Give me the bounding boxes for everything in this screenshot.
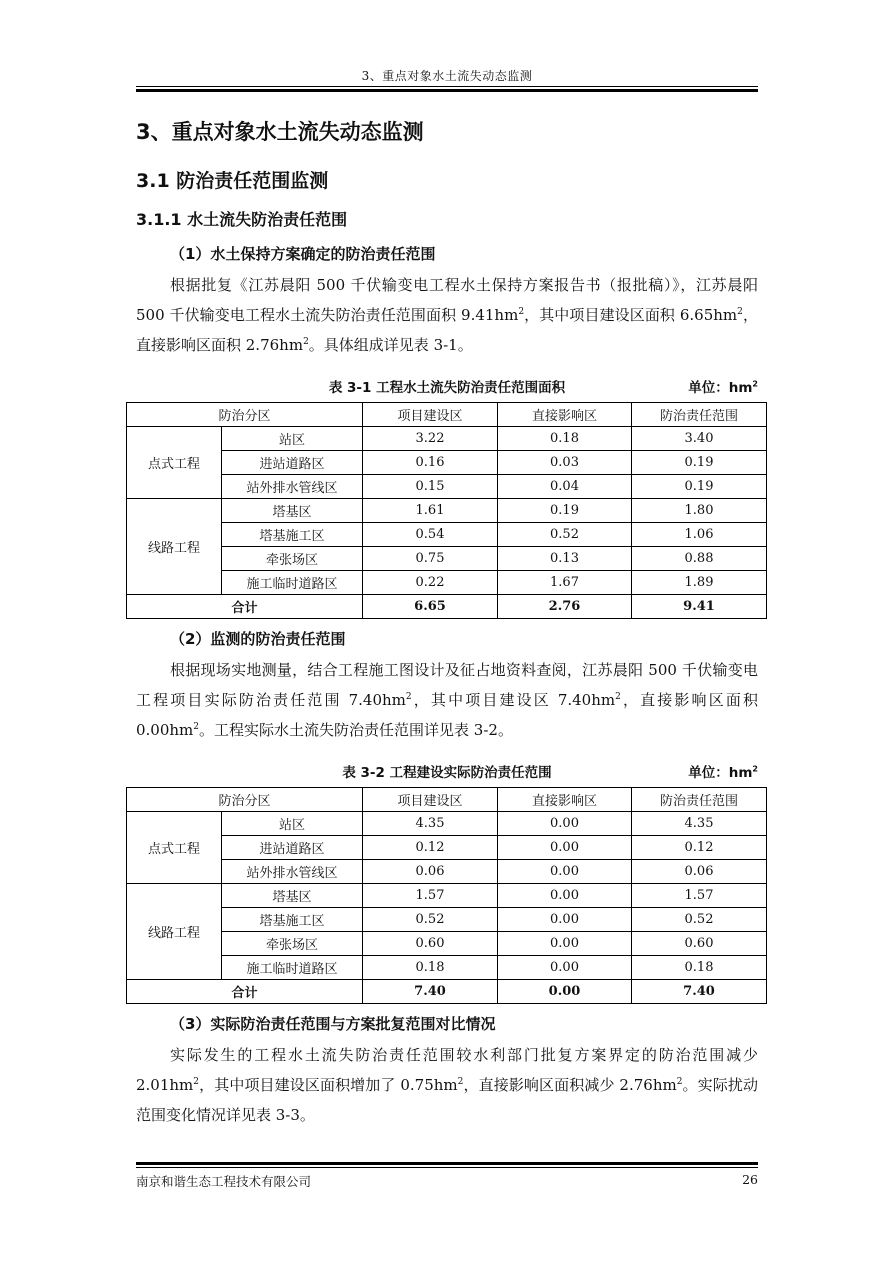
p1-sup-b: 2 bbox=[737, 307, 743, 317]
value-cell: 0.60 bbox=[632, 932, 767, 956]
item-heading-3: （3）实际防治责任范围与方案批复范围对比情况 bbox=[170, 1015, 496, 1033]
p2-text-c: ，直接影响区面积 0.00hm bbox=[136, 691, 758, 739]
header-rule-thin bbox=[136, 86, 758, 87]
table-total-row bbox=[127, 980, 767, 1004]
total-label-cell: 合计 bbox=[127, 980, 363, 1004]
value-cell: 0.04 bbox=[498, 475, 632, 499]
table-row bbox=[127, 571, 767, 595]
zone-cell: 站外排水管线区 bbox=[222, 860, 363, 884]
table-2-unit-sup: 2 bbox=[752, 764, 758, 774]
p3-text-d: 。实际扰动范围变化情况详见表 3-3。 bbox=[136, 1076, 758, 1124]
table-1-unit-sup: 2 bbox=[752, 379, 758, 389]
group-cell: 点式工程 bbox=[127, 427, 222, 499]
value-cell: 0.22 bbox=[363, 571, 498, 595]
p2-sup-c: 2 bbox=[193, 722, 200, 732]
paragraph-3 bbox=[136, 1040, 758, 1130]
zone-cell: 牵张场区 bbox=[222, 932, 363, 956]
value-cell: 0.00 bbox=[498, 884, 632, 908]
value-cell: 0.00 bbox=[498, 812, 632, 836]
value-cell: 0.00 bbox=[498, 860, 632, 884]
total-cell: 0.00 bbox=[498, 980, 632, 1004]
table-header-cell: 直接影响区 bbox=[498, 403, 632, 427]
table-header-cell: 项目建设区 bbox=[363, 788, 498, 812]
p1-text-a: 根据批复《江苏晨阳 500 千伏输变电工程水土保持方案报告书（报批稿）》，江苏晨阳 500 千伏输变电工程水土流失防治责任范围面积 9.41hm bbox=[136, 276, 758, 324]
footer-company: 南京和谐生态工程技术有限公司 bbox=[136, 1174, 312, 1189]
value-cell: 1.57 bbox=[363, 884, 498, 908]
table-header-cell: 防治分区 bbox=[127, 788, 363, 812]
footer-rule-thin bbox=[136, 1167, 758, 1168]
table-row bbox=[127, 884, 767, 908]
table-2-header-row bbox=[127, 788, 767, 812]
paragraph-1 bbox=[136, 270, 758, 360]
table-row bbox=[127, 499, 767, 523]
total-cell: 2.76 bbox=[498, 595, 632, 619]
value-cell: 0.75 bbox=[363, 547, 498, 571]
value-cell: 0.18 bbox=[363, 956, 498, 980]
value-cell: 0.52 bbox=[632, 908, 767, 932]
value-cell: 0.00 bbox=[498, 836, 632, 860]
group-cell: 线路工程 bbox=[127, 499, 222, 595]
group-cell: 线路工程 bbox=[127, 884, 222, 980]
table-1-header-row bbox=[127, 403, 767, 427]
running-header: 3、重点对象水土流失动态监测 bbox=[361, 69, 533, 83]
table-header-cell: 防治责任范围 bbox=[632, 403, 767, 427]
item-heading-1: （1）水土保持方案确定的防治责任范围 bbox=[170, 245, 436, 263]
section-heading: 3.1 防治责任范围监测 bbox=[136, 170, 329, 192]
value-cell: 0.52 bbox=[363, 908, 498, 932]
value-cell: 0.00 bbox=[498, 908, 632, 932]
page-number: 26 bbox=[742, 1172, 758, 1187]
table-row bbox=[127, 451, 767, 475]
p1-sup-c: 2 bbox=[303, 337, 309, 347]
value-cell: 3.40 bbox=[632, 427, 767, 451]
p3-text-c: ，直接影响区面积减少 2.76hm bbox=[463, 1076, 677, 1094]
zone-cell: 站区 bbox=[222, 427, 363, 451]
value-cell: 3.22 bbox=[363, 427, 498, 451]
total-cell: 7.40 bbox=[363, 980, 498, 1004]
value-cell: 4.35 bbox=[363, 812, 498, 836]
p3-text-b: ，其中项目建设区面积增加了 0.75hm bbox=[199, 1076, 458, 1094]
group-cell: 点式工程 bbox=[127, 812, 222, 884]
value-cell: 1.89 bbox=[632, 571, 767, 595]
total-cell: 6.65 bbox=[363, 595, 498, 619]
table-row bbox=[127, 812, 767, 836]
value-cell: 0.00 bbox=[498, 932, 632, 956]
value-cell: 0.12 bbox=[363, 836, 498, 860]
zone-cell: 塔基施工区 bbox=[222, 908, 363, 932]
table-2-unit-text: 单位：hm bbox=[688, 765, 753, 781]
table-header-cell: 防治责任范围 bbox=[632, 788, 767, 812]
table-2-caption-row bbox=[136, 761, 758, 781]
table-row bbox=[127, 523, 767, 547]
value-cell: 4.35 bbox=[632, 812, 767, 836]
value-cell: 0.15 bbox=[363, 475, 498, 499]
item-heading-2: （2）监测的防治责任范围 bbox=[170, 630, 346, 648]
table-1-caption: 表 3-1 工程水土流失防治责任范围面积 bbox=[328, 380, 566, 396]
p1-text-c: ，直接影响区面积 2.76hm bbox=[136, 306, 758, 354]
value-cell: 0.54 bbox=[363, 523, 498, 547]
value-cell: 0.00 bbox=[498, 956, 632, 980]
table-total-row bbox=[127, 595, 767, 619]
table-row bbox=[127, 932, 767, 956]
value-cell: 0.03 bbox=[498, 451, 632, 475]
value-cell: 1.61 bbox=[363, 499, 498, 523]
value-cell: 1.57 bbox=[632, 884, 767, 908]
p2-sup-a: 2 bbox=[405, 692, 412, 702]
p3-sup-a: 2 bbox=[193, 1077, 200, 1087]
table-header-cell: 防治分区 bbox=[127, 403, 363, 427]
footer-rule-thick bbox=[136, 1162, 758, 1165]
zone-cell: 施工临时道路区 bbox=[222, 571, 363, 595]
p1-text-d: 。具体组成详见表 3-1。 bbox=[308, 336, 473, 354]
table-row bbox=[127, 956, 767, 980]
value-cell: 0.18 bbox=[498, 427, 632, 451]
value-cell: 0.18 bbox=[632, 956, 767, 980]
p3-sup-c: 2 bbox=[676, 1077, 683, 1087]
p2-text-d: 。工程实际水土流失防治责任范围详见表 3-2。 bbox=[199, 721, 513, 739]
value-cell: 0.19 bbox=[498, 499, 632, 523]
value-cell: 0.06 bbox=[632, 860, 767, 884]
value-cell: 0.19 bbox=[632, 475, 767, 499]
value-cell: 0.06 bbox=[363, 860, 498, 884]
p2-text-a: 根据现场实地测量，结合工程施工图设计及征占地资料查阅，江苏晨阳 500 千伏输变电工程项目实际防治责任范围 7.40hm bbox=[136, 661, 758, 709]
value-cell: 1.67 bbox=[498, 571, 632, 595]
p2-sup-b: 2 bbox=[615, 692, 621, 702]
value-cell: 0.16 bbox=[363, 451, 498, 475]
table-header-cell: 直接影响区 bbox=[498, 788, 632, 812]
zone-cell: 塔基施工区 bbox=[222, 523, 363, 547]
value-cell: 1.06 bbox=[632, 523, 767, 547]
p3-text-a: 实际发生的工程水土流失防治责任范围较水利部门批复方案界定的防治范围减少 2.01hm bbox=[136, 1046, 758, 1094]
value-cell: 0.88 bbox=[632, 547, 767, 571]
table-1-unit bbox=[688, 376, 758, 396]
zone-cell: 站外排水管线区 bbox=[222, 475, 363, 499]
total-cell: 9.41 bbox=[632, 595, 767, 619]
value-cell: 0.52 bbox=[498, 523, 632, 547]
table-row bbox=[127, 547, 767, 571]
value-cell: 0.13 bbox=[498, 547, 632, 571]
zone-cell: 进站道路区 bbox=[222, 451, 363, 475]
subsection-heading: 3.1.1 水土流失防治责任范围 bbox=[136, 210, 348, 229]
p1-sup-a: 2 bbox=[518, 307, 525, 317]
p3-sup-b: 2 bbox=[457, 1077, 464, 1087]
table-header-cell: 项目建设区 bbox=[363, 403, 498, 427]
value-cell: 0.19 bbox=[632, 451, 767, 475]
table-1 bbox=[126, 402, 767, 619]
table-2-unit bbox=[688, 761, 758, 781]
zone-cell: 进站道路区 bbox=[222, 836, 363, 860]
table-row bbox=[127, 475, 767, 499]
chapter-heading: 3、重点对象水土流失动态监测 bbox=[136, 120, 424, 144]
value-cell: 0.12 bbox=[632, 836, 767, 860]
value-cell: 1.80 bbox=[632, 499, 767, 523]
table-1-caption-row bbox=[136, 376, 758, 396]
p1-text-b: ，其中项目建设区面积 6.65hm bbox=[524, 306, 738, 324]
table-1-unit-text: 单位：hm bbox=[688, 380, 753, 396]
table-row bbox=[127, 908, 767, 932]
zone-cell: 塔基区 bbox=[222, 499, 363, 523]
paragraph-2 bbox=[136, 655, 758, 745]
header-rule-thick bbox=[136, 89, 758, 92]
table-2 bbox=[126, 787, 767, 1004]
total-cell: 7.40 bbox=[632, 980, 767, 1004]
total-label-cell: 合计 bbox=[127, 595, 363, 619]
value-cell: 0.60 bbox=[363, 932, 498, 956]
table-row bbox=[127, 836, 767, 860]
zone-cell: 牵张场区 bbox=[222, 547, 363, 571]
table-2-caption: 表 3-2 工程建设实际防治责任范围 bbox=[342, 765, 552, 781]
table-row bbox=[127, 860, 767, 884]
zone-cell: 站区 bbox=[222, 812, 363, 836]
zone-cell: 塔基区 bbox=[222, 884, 363, 908]
zone-cell: 施工临时道路区 bbox=[222, 956, 363, 980]
p2-text-b: ，其中项目建设区 7.40hm bbox=[411, 691, 616, 709]
table-row bbox=[127, 427, 767, 451]
